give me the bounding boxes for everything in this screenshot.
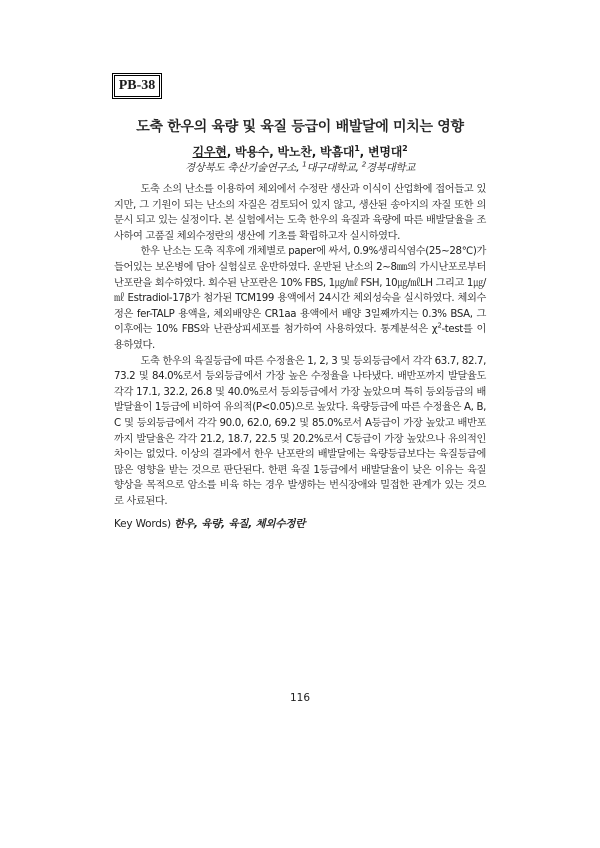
- affiliation-superscript-1: 1: [302, 160, 307, 169]
- affiliation-superscript-2: 2: [361, 160, 366, 169]
- methods-text-end: -test를 이용하였다.: [114, 324, 486, 351]
- paragraph-methods: [114, 244, 486, 353]
- paragraph-results: 도축 한우의 육질등급에 따른 수정율은 1, 2, 3 및 등외등급에서 각각 63.7, 82.7, 73.2 및 84.0%로서 등외등급에서 가장 높은 수정율을 나타냈다. 배반포까지 발달율도 각각 17.1, 32.2, 26.8 및 40.0%로서 등외등급에서 가장 높았으며 특히 등외등급의 배발달율이 1등급에 비하여 유의적(P<0.05)으로 높았다. 육량등급에 따른 수정율은 A, B, C 및 등외등급에서 각각 90.0, 62.0, 69.2 및 85.0%로서 A등급이 가장 높았고 배반포까지 발달율은 각각 21.2, 18.7, 22.5 및 20.2%로서 C등급이 가장 높았으나 유의적인 차이는 없었다. 이상의 결과에서 한우 난포란의 배발달에는 육량등급보다는 육질등급에 많은 영향을 받는 것으로 판단된다. 한편 육질 1등급에서 배발달율이 낮은 이유는 육질 향상을 목적으로 암소를 비육 하는 경우 발생하는 번식장애와 밀접한 관계가 있는 것으로 사료된다.: [114, 355, 486, 507]
- co-authors-2: , 변명대: [359, 145, 403, 159]
- chi-square-superscript: 2: [437, 321, 442, 330]
- paragraph-introduction: 도축 소의 난소를 이용하여 체외에서 수정란 생산과 이식이 산업화에 접어들고 있지만, 그 기원이 되는 난소의 자질은 검토되어 있지 않고, 생산된 송아지의 자질 또한 의문시 되고 있는 실정이다. 본 실험에서는 도축 한우의 육질과 육량에 따른 배발달율을 조사하여 고품질 체외수정란의 생산에 기초를 확립하고자 실시하였다.: [114, 184, 486, 242]
- author-list: [110, 143, 490, 160]
- presenting-author: 김우현: [192, 145, 227, 159]
- affiliation-3: 경북대학교: [365, 162, 416, 174]
- keywords-terms: 한우, 육량, 육질, 체외수정란: [174, 518, 306, 530]
- author-superscript-2: 2: [402, 144, 408, 153]
- page-number: 116: [289, 692, 311, 704]
- methods-text: 한우 난소는 도축 직후에 개체별로 paper에 싸서, 0.9%생리식염수(25~28℃)가 들어있는 보온병에 담아 실험실로 운반하였다. 운반된 난소의 2~8㎜의 가시난포로부터 난포란을 회수하였다. 회수된 난포란은 10% FBS, 1㎍/㎖ FSH, 10㎍/㎖LH 그리고 1㎍/㎖ Estradiol-17β가 첨가된 TCM199 용액에서 24시간 체외성숙을 실시하였다. 체외수정은 fer-TALP 용액을, 체외배양은 CR1aa 용액에서 배양 3일째까지는 0.3% BSA, 그 이후에는 10% FBS와 난관상피세포를 첨가하여 사용하였다. 통계분석은 χ: [114, 246, 486, 336]
- affiliation-1: 경상북도 축산기술연구소,: [184, 162, 303, 174]
- affiliation-2: 대구대학교,: [306, 162, 362, 174]
- author-superscript-1: 1: [354, 144, 360, 153]
- abstract-body: [114, 182, 486, 509]
- co-authors-1: , 박용수, 박노찬, 박흠대: [226, 145, 355, 159]
- affiliations: [110, 160, 490, 175]
- abstract-code-box: [114, 75, 160, 97]
- keywords-line: [114, 516, 305, 531]
- keywords-label: Key Words): [114, 518, 175, 530]
- abstract-code: PB-38: [118, 78, 156, 93]
- paper-title: 도축 한우의 육량 및 육질 등급이 배발달에 미치는 영향: [136, 119, 464, 135]
